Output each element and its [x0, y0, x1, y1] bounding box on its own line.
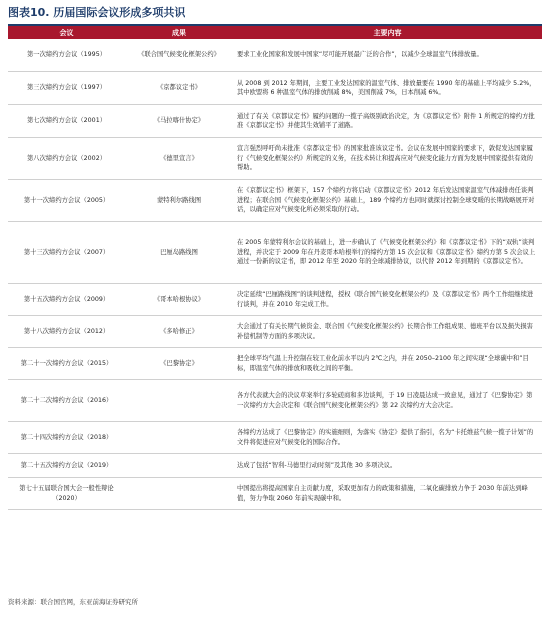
content-cell: 各方代表就大会的决议草案举行多轮磋商和多边谈判，于 19 日凌晨达成一致意见，通过了《巴黎协定》第一次缔约方大会决定和《联合国气候变化框架公约》第 22 次缔约方大会决定。 — [233, 380, 542, 422]
meeting-cell: 第八次缔约方会议（2002） — [8, 138, 125, 180]
table-row — [8, 180, 542, 222]
content-cell: 从 2008 到 2012 年期间，主要工业发达国家的温室气体、排放量要在 1990 年的基础上平均减少 5.2%，其中欧盟将 6 种温室气体的排放削减 8%，美国削减 7%，日本削减 6%。 — [233, 72, 542, 105]
meeting-cell: 第七十五届联合国大会一般性辩论（2020） — [8, 478, 125, 510]
meeting-cell: 第二十二次缔约方会议（2016） — [8, 380, 125, 422]
meeting-cell: 第十三次缔约方会议（2007） — [8, 222, 125, 284]
source-note: 资料来源：联合国官网，东亚前海证券研究所 — [8, 598, 138, 606]
content-cell: 大会通过了有关长期气候资金、联合国《气候变化框架公约》长期合作工作组成果、德班平台以及损失损害补偿机制等方面的多项决议。 — [233, 316, 542, 348]
table-row — [8, 422, 542, 454]
result-cell: 《联合国气候变化框架公约》 — [125, 39, 233, 72]
meeting-cell: 第三次缔约方会议（1997） — [8, 72, 125, 105]
result-cell — [125, 454, 233, 478]
table-row — [8, 380, 542, 422]
header-meeting: 会议 — [8, 26, 125, 39]
content-cell: 中国提出将提高国家自主贡献力度，采取更加有力的政策和措施，二氧化碳排放力争于 2030 年前达到峰值，努力争取 2060 年前实现碳中和。 — [233, 478, 542, 510]
result-cell: 《巴黎协定》 — [125, 348, 233, 380]
table-row — [8, 478, 542, 510]
header-content: 主要内容 — [233, 26, 542, 39]
result-cell — [125, 380, 233, 422]
meeting-cell: 第二十四次缔约方会议（2018） — [8, 422, 125, 454]
meeting-cell: 第二十五次缔约方会议（2019） — [8, 454, 125, 478]
content-cell: 通过了有关《京都议定书》履约问题的一揽子高级别政治决定，为《京都议定书》附件 1 所规定的缔约方批准《京都议定书》并使其生效铺平了道路。 — [233, 105, 542, 138]
figure-title: 图表10. 历届国际会议形成多项共识 — [8, 6, 186, 19]
result-cell: 《京都议定书》 — [125, 72, 233, 105]
content-cell: 把全球平均气温上升控制在较工业化前水平以内 2℃之内，并在 2050–2100 年之间实现“全球碳中和”目标，即温室气体的排放和吸收之间的平衡。 — [233, 348, 542, 380]
content-cell: 在《京都议定书》框架下，157 个缔约方将启动《京都议定书》2012 年后发达国家温室气体减排责任谈判进程；在联合国《气候变化框架公约》基础上，189 个缔约方也同时就探讨控制全球变暖的长期战略展开对话，以确定应对气候变化所必须采取的行动。 — [233, 180, 542, 222]
conference-table — [8, 26, 542, 510]
result-cell: 《马拉喀什协定》 — [125, 105, 233, 138]
table-row — [8, 138, 542, 180]
meeting-cell: 第七次缔约方会议（2001） — [8, 105, 125, 138]
content-cell: 在 2005 年蒙特利尔会议的基础上，进一步确认了《气候变化框架公约》和《京都议定书》下的“双轨”谈判进程，并决定于 2009 年在丹麦哥本哈根举行的缔约方第 15 次会议和《京都议定书》缔约方第 5 次会议上通过一份新的议定书，即 2012 年至 2020 年的全球减排协议，以代替 2012 年到期的《京都议定书》。 — [233, 222, 542, 284]
table-row — [8, 72, 542, 105]
meeting-cell: 第十五次缔约方会议（2009） — [8, 284, 125, 316]
table-row — [8, 105, 542, 138]
content-cell: 各缔约方达成了《巴黎协定》的实施细则，为落实《协定》提供了指引，名为“卡托维兹气候一揽子计划”的文件将促进应对气候变化的国际合作。 — [233, 422, 542, 454]
table-row — [8, 316, 542, 348]
result-cell: 蒙特利尔路线图 — [125, 180, 233, 222]
table-row — [8, 348, 542, 380]
header-result: 成果 — [125, 26, 233, 39]
meeting-cell: 第十八次缔约方会议（2012） — [8, 316, 125, 348]
result-cell — [125, 478, 233, 510]
meeting-cell: 第十一次缔约方会议（2005） — [8, 180, 125, 222]
result-cell: 《多哈修正》 — [125, 316, 233, 348]
result-cell: 《德里宣言》 — [125, 138, 233, 180]
meeting-cell: 第二十一次缔约方会议（2015） — [8, 348, 125, 380]
result-cell: 《哥本哈根协议》 — [125, 284, 233, 316]
content-cell: 决定延续“巴厘路线图”的谈判进程，授权《联合国气候变化框架公约》及《京都议定书》两个工作组继续进行谈判，并在 2010 年完成工作。 — [233, 284, 542, 316]
table-row — [8, 222, 542, 284]
meeting-cell: 第一次缔约方会议（1995） — [8, 39, 125, 72]
result-cell: 巴厘岛路线图 — [125, 222, 233, 284]
table-row — [8, 39, 542, 72]
content-cell: 达成了包括“智利-马德里行动时刻”及其他 30 多项决议。 — [233, 454, 542, 478]
content-cell: 宣言强烈呼吁尚未批准《京都议定书》的国家批准该议定书。会议在发展中国家的要求下，敦促发达国家履行《气候变化框架公约》所规定的义务，在技术转让和提高应对气候变化能力方面为发展中国家提供有效的帮助。 — [233, 138, 542, 180]
table-row — [8, 454, 542, 478]
table-row — [8, 284, 542, 316]
table-header-row — [8, 26, 542, 39]
content-cell: 要求工业化国家和发展中国家“尽可能开展最广泛的合作”，以减少全球温室气体排放量。 — [233, 39, 542, 72]
result-cell — [125, 422, 233, 454]
